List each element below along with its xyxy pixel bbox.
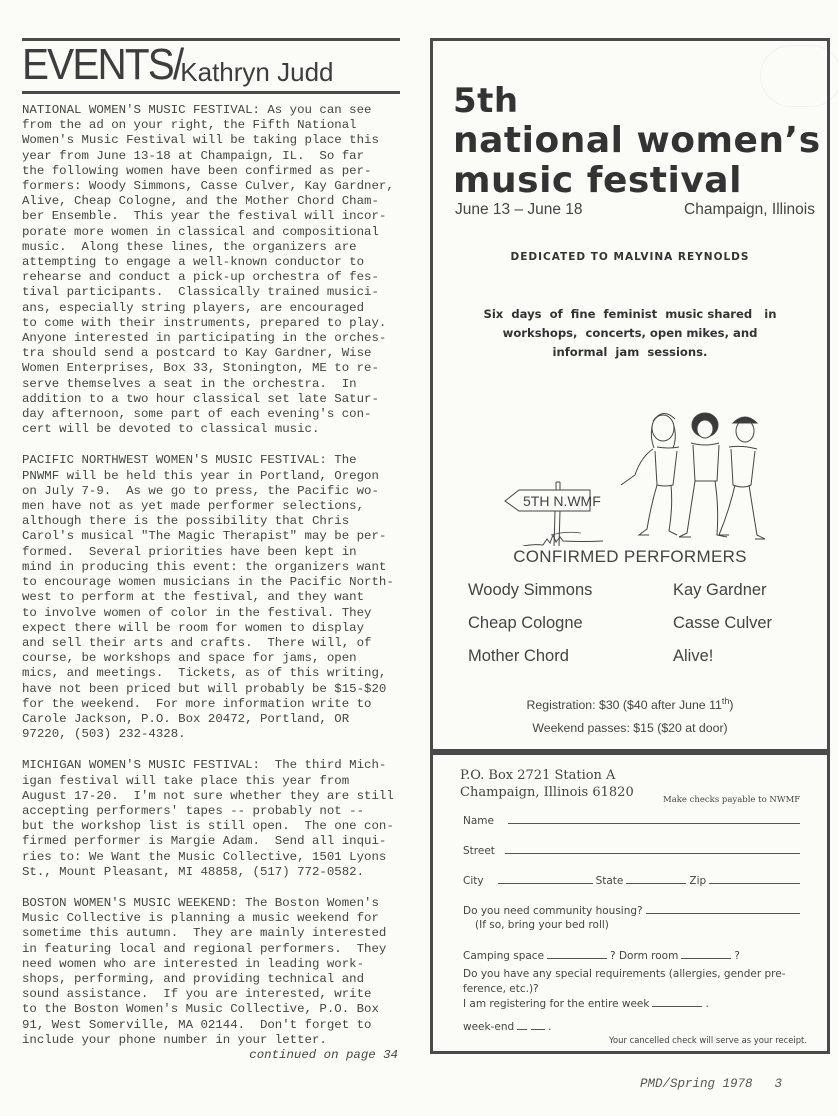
article-line: formed. Several priorities have been kept in bbox=[22, 544, 357, 559]
weekend-price bbox=[433, 721, 827, 735]
article-line: addition to a two hour classical set late Satur- bbox=[22, 391, 379, 406]
article-line: igan festival will take place this year from bbox=[22, 773, 350, 788]
ad-title-line: music festival bbox=[453, 160, 742, 201]
article-line: although there is the possibility that Chris bbox=[22, 514, 350, 529]
street-field[interactable] bbox=[505, 852, 800, 854]
page-footer bbox=[640, 1077, 782, 1091]
festival-illustration bbox=[493, 411, 793, 546]
state-label: State bbox=[595, 875, 624, 887]
weekend-value: $15 ($20 at door) bbox=[633, 721, 728, 735]
article bbox=[22, 453, 400, 742]
signpost-icon bbox=[505, 482, 603, 546]
article-line: sound assistance. If you are interested, write bbox=[22, 987, 372, 1002]
special-line: ference, etc.)? bbox=[463, 983, 539, 995]
article-line: mics, and meetings. Tickets, as of this writing, bbox=[22, 666, 387, 681]
special-line: Do you have any special requirements (allergies, gender pre- bbox=[463, 968, 786, 980]
article-line: to come with their instruments, prepared to play. bbox=[22, 315, 387, 330]
article-line: tra should send a postcard to Kay Gardner, Wise bbox=[22, 346, 372, 361]
continued-note: continued on page 34 bbox=[249, 1047, 398, 1062]
page-number: 3 bbox=[774, 1077, 783, 1091]
article-line: St., Mount Pleasant, MI 48858, (517) 772-0582. bbox=[22, 864, 365, 879]
article-line: have not been priced but will probably be $15-$20 bbox=[22, 681, 387, 696]
issue-label: PMD/Spring 1978 bbox=[640, 1077, 753, 1091]
city-label: City bbox=[463, 875, 484, 887]
article-line: to the Boston Women's Music Collective, P.O. Box bbox=[22, 1002, 379, 1017]
article-line: need women who are interested in leading work- bbox=[22, 956, 365, 971]
week-label: I am registering for the entire week bbox=[463, 998, 650, 1010]
article-line: to encourage women musicians in the Pacific North- bbox=[22, 575, 394, 590]
zip-label: Zip bbox=[689, 875, 707, 887]
events-column bbox=[22, 38, 400, 1062]
festival-dates: June 13 – June 18 bbox=[455, 201, 583, 218]
artist-signature bbox=[551, 532, 581, 535]
performer: Alive! bbox=[673, 647, 714, 665]
address-line: Champaign, Illinois 61820 bbox=[460, 785, 634, 800]
article-line: expect there will be room for women to display bbox=[22, 620, 365, 635]
registration-form bbox=[430, 752, 830, 1054]
housing-question: Do you need community housing? bbox=[463, 905, 643, 917]
article-line: firmed performer is Margie Adam. Send all inqui- bbox=[22, 834, 387, 849]
weekend-label: week-end bbox=[463, 1021, 515, 1033]
women-figures-icon bbox=[621, 413, 765, 539]
article-line: tival participants. Classically trained musici- bbox=[22, 285, 379, 300]
article-line: ber Ensemble. This year the festival will incor- bbox=[22, 209, 387, 224]
ad-title-line: national women’s bbox=[453, 120, 821, 161]
article-line: Women's Music Festival will be taking place this bbox=[22, 133, 379, 148]
article-line: music. Along these lines, the organizers are bbox=[22, 239, 357, 254]
performer: Kay Gardner bbox=[673, 581, 767, 599]
article-line: Music Collective is planning a music weekend for bbox=[22, 911, 379, 926]
performers-list bbox=[468, 581, 808, 666]
housing-note: (If so, bring your bed roll) bbox=[475, 919, 609, 931]
article-line: August 17-20. I'm not sure whether they are still bbox=[22, 788, 394, 803]
performer: Woody Simmons bbox=[468, 581, 593, 599]
camping-label: Camping space bbox=[463, 950, 545, 962]
article-line: ries to: We Want the Music Collective, 1501 Lyons bbox=[22, 849, 387, 864]
festival-ad bbox=[430, 38, 830, 752]
registration-sup: th bbox=[721, 696, 730, 706]
checks-note: Make checks payable to NWMF bbox=[663, 795, 801, 805]
article-line: course, be workshops and space for jams, open bbox=[22, 651, 357, 666]
article-line: from the ad on your right, the Fifth National bbox=[22, 118, 357, 133]
weekend-field-1[interactable] bbox=[517, 1028, 527, 1030]
article-line: year from June 13-18 at Champaign, IL. So far bbox=[22, 148, 365, 163]
housing-field[interactable] bbox=[646, 912, 800, 914]
registration-label: Registration: bbox=[526, 698, 596, 713]
registration-value: $30 ($40 after June 11 bbox=[599, 698, 722, 713]
author-name: Kathryn Judd bbox=[180, 57, 334, 87]
article-line: the following women have been confirmed as per- bbox=[22, 163, 372, 178]
article-line: to involve women of color in the festival. They bbox=[22, 605, 372, 620]
article-line: MICHIGAN WOMEN'S MUSIC FESTIVAL: The third Mich- bbox=[22, 758, 387, 773]
ad-title-line: 5th bbox=[453, 81, 519, 121]
dorm-field[interactable] bbox=[681, 957, 731, 959]
name-field[interactable] bbox=[508, 822, 800, 824]
festival-location: Champaign, Illinois bbox=[684, 201, 815, 218]
article bbox=[22, 103, 400, 437]
question-mark: ? bbox=[734, 950, 740, 962]
performer: Casse Culver bbox=[673, 614, 773, 632]
dorm-label: ? Dorm room bbox=[610, 950, 679, 962]
article-line: sometime this autumn. They are mainly interested bbox=[22, 926, 387, 941]
section-title: EVENTS/ bbox=[22, 40, 183, 89]
address-line: P.O. Box 2721 Station A bbox=[460, 768, 616, 783]
article-line: NATIONAL WOMEN'S MUSIC FESTIVAL: As you can see bbox=[22, 103, 372, 117]
article-line: Women Enterprises, Box 33, Stonington, ME to re- bbox=[22, 361, 379, 376]
registration-close: ) bbox=[729, 698, 734, 713]
article-line: for the weekend. For more information write to bbox=[22, 696, 372, 711]
camping-field[interactable] bbox=[547, 957, 607, 959]
name-row bbox=[463, 815, 803, 827]
article-line: formers: Woody Simmons, Casse Culver, Kay Gardner, bbox=[22, 179, 394, 194]
week-field[interactable] bbox=[652, 1005, 702, 1007]
articles bbox=[22, 103, 400, 1048]
performer: Mother Chord bbox=[468, 647, 569, 665]
performers-title: CONFIRMED PERFORMERS bbox=[513, 547, 747, 566]
weekend-row: week-end . bbox=[463, 1021, 552, 1033]
week-row: I am registering for the entire week . bbox=[463, 998, 709, 1010]
city-row bbox=[463, 875, 803, 887]
ad-dates-row bbox=[455, 201, 815, 219]
article-line: BOSTON WOMEN'S MUSIC WEEKEND: The Boston Women's bbox=[22, 895, 379, 910]
article-line: in featuring local and regional performers. They bbox=[22, 941, 387, 956]
article-line: Carole Jackson, P.O. Box 20472, Portland, OR bbox=[22, 711, 350, 726]
special-requirements bbox=[463, 967, 786, 997]
article-line: serve themselves a seat in the orchestra. In bbox=[22, 376, 357, 391]
article-line: shops, performing, and providing technical and bbox=[22, 971, 365, 986]
zip-field[interactable] bbox=[709, 882, 800, 884]
column-header bbox=[22, 41, 400, 91]
weekend-label: Weekend passes: bbox=[532, 721, 630, 735]
street-label: Street bbox=[463, 845, 495, 857]
signpost-label: 5TH N.WMF bbox=[523, 493, 601, 509]
street-row bbox=[463, 845, 803, 857]
dedication: DEDICATED TO MALVINA REYNOLDS bbox=[510, 251, 750, 263]
registration-price bbox=[433, 696, 827, 712]
article-line: day afternoon, some part of each evening's con- bbox=[22, 407, 372, 422]
mailing-address bbox=[460, 767, 634, 801]
article bbox=[22, 758, 400, 880]
article-line: Carol's musical "The Magic Therapist" may be per- bbox=[22, 529, 387, 544]
article-line: include your phone number in your letter. bbox=[22, 1032, 327, 1047]
article-line: porate more women in classical and compositional bbox=[22, 224, 379, 239]
article-line: attempting to engage a well-known conductor to bbox=[22, 255, 365, 270]
article-line: PNWMF will be held this year in Portland, Oregon bbox=[22, 468, 379, 483]
header-rule bbox=[22, 91, 400, 94]
name-label: Name bbox=[463, 815, 494, 827]
article-line: accepting performers' tapes -- probably not -- bbox=[22, 803, 365, 818]
article-line: west to perform at the festival, and they want bbox=[22, 590, 365, 605]
city-field[interactable] bbox=[498, 882, 593, 884]
article-line: Anyone interested in participating in the orches- bbox=[22, 331, 387, 346]
article-line: PACIFIC NORTHWEST WOMEN'S MUSIC FESTIVAL: The bbox=[22, 453, 357, 468]
ad-title bbox=[453, 81, 821, 201]
article-line: but the workshop list is still open. The one con- bbox=[22, 819, 394, 834]
article-line: mind in producing this event: the organizers want bbox=[22, 559, 387, 574]
article-line: men have not as yet made performer selections, bbox=[22, 499, 365, 514]
ad-tagline: Six days of fine feminist music shared in workshops, concerts, open mikes, and informal jam sessions. bbox=[483, 307, 777, 359]
camping-row bbox=[463, 950, 803, 962]
article-line: cert will be devoted to classical music. bbox=[22, 422, 320, 437]
housing-row bbox=[463, 905, 803, 917]
receipt-note: Your cancelled check will serve as your receipt. bbox=[609, 1035, 807, 1045]
article-line: Alive, Cheap Cologne, and the Mother Chord Cham- bbox=[22, 194, 379, 209]
article-line: 97220, (503) 232-4328. bbox=[22, 727, 186, 742]
weekend-field-2[interactable] bbox=[531, 1028, 545, 1030]
article bbox=[22, 896, 400, 1048]
state-field[interactable] bbox=[626, 882, 686, 884]
article-line: on July 7-9. As we go to press, the Pacific wo- bbox=[22, 483, 379, 498]
article-line: rehearse and conduct a pick-up orchestra of fes- bbox=[22, 270, 379, 285]
article-line: ans, especially string players, are encouraged bbox=[22, 300, 365, 315]
article-line: and sell their arts and crafts. There will, of bbox=[22, 635, 372, 650]
article-line: 91, West Somerville, MA 02144. Don't forget to bbox=[22, 1017, 372, 1032]
performer: Cheap Cologne bbox=[468, 614, 583, 632]
